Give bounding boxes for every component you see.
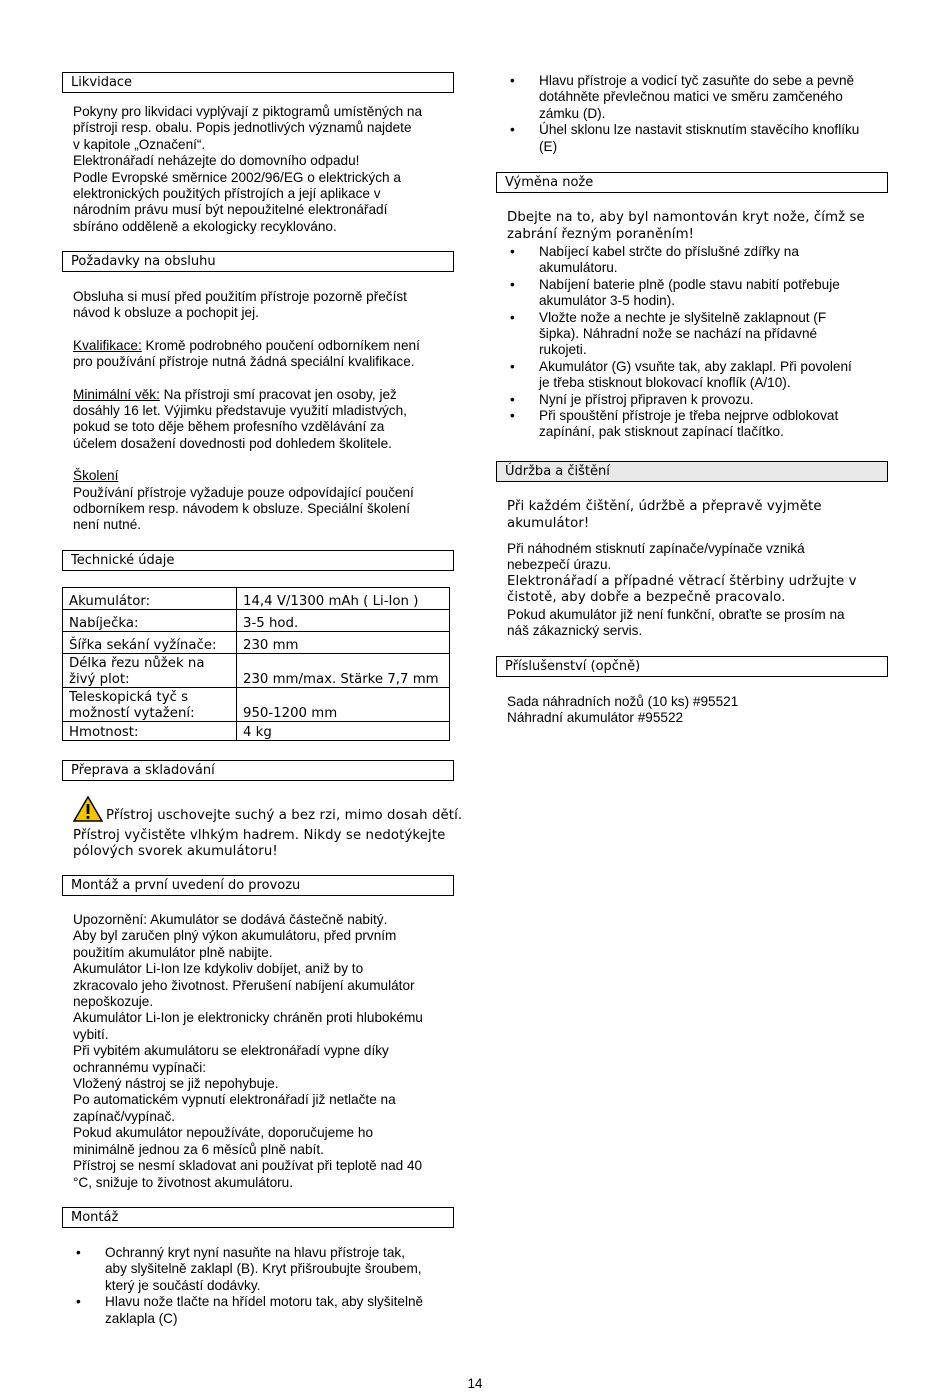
text-line: elektronických použitých přístrojích a její aplikace v — [73, 186, 381, 202]
vymena-bullets — [507, 244, 897, 441]
list-item — [507, 310, 897, 359]
text-span: Na přístroji smí pracovat jen osoby, jež — [159, 386, 397, 402]
page-number: 14 — [467, 1376, 483, 1391]
skoleni-label: Školení — [73, 468, 119, 484]
list-item — [507, 73, 897, 122]
list-item — [507, 408, 897, 441]
text-line: Sada náhradních nožů (10 ks) #95521 — [507, 694, 739, 709]
text-line: Přístroj vyčistěte vlhkým hadrem. Nikdy se nedotýkejte — [73, 827, 446, 843]
kvalifikace-label: Kvalifikace: — [73, 337, 142, 353]
text-line: Aby byl zaručen plný výkon akumulátoru, před prvním — [73, 928, 397, 944]
text-line: účelem dosažení dovednosti pod dohledem školitele. — [73, 435, 392, 451]
text-line: přístroji resp. obalu. Popis jednotlivých významů najdete — [73, 120, 412, 136]
text-line: nepoškozuje. — [73, 994, 154, 1010]
text-line: °C, snižuje to životnost akumulátoru. — [73, 1174, 294, 1190]
table-row — [63, 654, 450, 688]
list-item — [507, 277, 897, 310]
list-item — [507, 244, 897, 277]
section-header-preprava: Přeprava a skladování — [62, 760, 454, 781]
text-line: pólových svorek akumulátoru! — [73, 844, 278, 859]
text-line: Upozornění: Akumulátor se dodává částečně nabitý. — [73, 912, 388, 927]
text-line: šipka). Náhradní nože se nachází na přídavné — [539, 326, 818, 342]
text-line: Vložený nástroj se již nepohybuje. — [73, 1076, 279, 1092]
text-line: vybití. — [73, 1026, 109, 1042]
udrzba-text — [507, 541, 897, 639]
text-span: Kromě podrobného poučení odborníkem není — [141, 337, 420, 353]
text-line: Pokyny pro likvidaci vyplývají z piktogramů umístěných na — [73, 104, 423, 119]
vymena-intro — [507, 210, 897, 243]
text-line: • Nabíjecí kabel strčte do příslušné zdířky na — [539, 244, 799, 259]
list-item — [507, 392, 897, 408]
text-line: zkracovalo jeho životnost. Přerušení nabíjení akumulátor — [73, 977, 415, 993]
text-line: který je součástí dodávky. — [105, 1277, 261, 1293]
text-line: Akumulátor Li-Ion je elektronicky chráněn proti hlubokému — [73, 1010, 423, 1026]
table-row — [63, 688, 450, 722]
text-line: Při náhodném stisknutí zapínače/vypínače vzniká — [507, 541, 805, 556]
text-line: náš zákaznický servis. — [507, 623, 643, 639]
warning-triangle-icon — [73, 796, 103, 828]
table-row — [63, 722, 450, 741]
list-item — [73, 1294, 473, 1327]
text-line: v kapitole „Označení“. — [73, 136, 206, 152]
text-line: • Nabíjení baterie plně (podle stavu nabití potřebuje — [539, 276, 840, 292]
text-line: dosáhly 16 let. Výjimku představuje využití mladistvých, — [73, 403, 407, 419]
text-line: • Hlavu nože tlačte na hřídel motoru tak, aby slyšitelně — [105, 1294, 424, 1310]
table-cell-value: 4 kg — [237, 722, 450, 741]
text-line: není nutné. — [73, 517, 142, 533]
table-cell-key: Hmotnost: — [63, 722, 237, 741]
text-line: návod k obsluze a pochopit jej. — [73, 305, 259, 321]
list-item — [507, 359, 897, 392]
section-header-prislusenstvi: Příslušenství (opčně) — [496, 656, 888, 677]
text-line: Náhradní akumulátor #95522 — [507, 710, 684, 726]
text-line: akumulátor 3-5 hodin). — [539, 293, 676, 309]
kvalifikace-line — [73, 338, 463, 354]
table-cell-value: 14,4 V/1300 mAh ( Li-Ion ) — [237, 588, 450, 610]
text-line: použitím akumulátor plně nabijte. — [73, 944, 273, 960]
text-line: zaklapla (C) — [105, 1310, 178, 1326]
pozadavky-text — [73, 289, 463, 534]
text-line: Při vybitém akumulátoru se elektronářadí vypne díky — [73, 1043, 389, 1059]
text-line: (E) — [539, 138, 558, 154]
text-line: • Ochranný kryt nyní nasuňte na hlavu přístroje tak, — [105, 1245, 405, 1260]
likvidace-text — [73, 104, 463, 235]
text-line: • Hlavu přístroje a vodicí tyč zasuňte do sebe a pevně — [539, 73, 855, 88]
section-header-udrzba: Údržba a čištění — [496, 461, 888, 482]
table-cell-value: 950-1200 mm — [237, 688, 450, 722]
text-line: je třeba stisknout blokovací knoflík (A/10). — [539, 375, 791, 391]
text-line: pokud se toto děje během profesního vzdělávání za — [73, 419, 385, 435]
section-header-pozadavky: Požadavky na obsluhu — [62, 251, 454, 272]
prislusenstvi-text — [507, 694, 897, 727]
table-cell-key: Akumulátor: — [63, 588, 237, 610]
text-line: Dbejte na to, aby byl namontován kryt nože, čímž se — [507, 210, 865, 225]
table-row — [63, 610, 450, 632]
text-line: • Vložte nože a nechte je slyšitelně zaklapnout (F — [539, 309, 827, 325]
text-line: Elektronářadí a případné větrací štěrbiny udržujte v — [507, 573, 857, 589]
technical-data-table — [62, 587, 450, 741]
text-line: Podle Evropské směrnice 2002/96/EG o elektrických a — [73, 169, 401, 185]
top-right-bullets — [507, 73, 897, 155]
text-line: pro používání přístroje nutná žádná speciální kvalifikace. — [73, 354, 415, 370]
text-line: aby slyšitelně zaklapl (B). Kryt přišroubujte šroubem, — [105, 1261, 422, 1277]
text-line: zabrání řezným poraněním! — [507, 226, 695, 242]
table-cell-value: 230 mm — [237, 632, 450, 654]
text-line: • Akumulátor (G) vsuňte tak, aby zaklapl. Při povolení — [539, 358, 852, 374]
table-cell-key: Délka řezu nůžek na živý plot: — [63, 654, 237, 688]
text-line: zámku (D). — [539, 105, 606, 121]
text-line: rukojeti. — [539, 342, 587, 358]
vek-line — [73, 387, 463, 403]
text-line: Používání přístroje vyžaduje pouze odpovídající poučení — [73, 484, 414, 500]
text-line: Po automatickém vypnutí elektronářadí již netlačte na — [73, 1092, 396, 1108]
warning-line — [73, 796, 473, 828]
section-header-likvidace: Likvidace — [62, 72, 454, 93]
text-line: akumulátoru. — [539, 260, 618, 276]
text-line: • Úhel sklonu lze nastavit stisknutím stavěcího knoflíku — [539, 122, 860, 138]
text-line: ochrannému vypínači: — [73, 1059, 206, 1075]
text-line: • Nyní je přístroj připraven k provozu. — [539, 391, 754, 407]
text-span: Přístroj uschovejte suchý a bez rzi, mimo dosah dětí. — [106, 808, 463, 823]
text-line: zapínač/vypínač. — [73, 1108, 176, 1124]
table-row — [63, 632, 450, 654]
montaz-bullets — [73, 1245, 473, 1327]
text-line: akumulátor! — [507, 515, 590, 531]
text-line: • Při spouštění přístroje je třeba nejprve odblokovat — [539, 408, 839, 424]
text-line: Přístroj se nesmí skladovat ani používat při teplotě nad 40 — [73, 1158, 423, 1174]
table-cell-key: Nabíječka: — [63, 610, 237, 632]
text-line: odborníkem resp. návodem k obsluze. Speciální školení — [73, 501, 411, 517]
montaz-prvni-text — [73, 912, 463, 1191]
text-line: čistotě, aby dobře a bezpečně pracovalo. — [507, 590, 786, 606]
list-item — [73, 1245, 473, 1294]
text-line: Při každém čištění, údržbě a přepravě vyjměte — [507, 499, 822, 514]
text-line: sbíráno odděleně a ekologicky recyklováno. — [73, 218, 337, 234]
list-item — [507, 122, 897, 155]
text-line: zapínání, pak stisknout zapínací tlačítko. — [539, 424, 784, 440]
table-cell-key: Šířka sekání vyžínače: — [63, 632, 237, 654]
section-header-montaz-prvni: Montáž a první uvedení do provozu — [62, 875, 454, 896]
text-line: Elektronářadí neházejte do domovního odpadu! — [73, 153, 360, 169]
table-cell-key: Teleskopická tyč s možností vytažení: — [63, 688, 237, 722]
preprava-text — [73, 796, 473, 861]
section-header-vymena-noze: Výměna nože — [496, 172, 888, 193]
text-line: dotáhněte převlečnou matici ve směru zamčeného — [539, 89, 843, 105]
text-line: Pokud akumulátor již není funkční, obraťte se prosím na — [507, 606, 845, 622]
table-row — [63, 588, 450, 610]
table-cell-value: 3-5 hod. — [237, 610, 450, 632]
minimalni-vek-label: Minimální věk: — [73, 386, 160, 402]
text-line: Akumulátor Li-Ion lze kdykoliv dobíjet, aniž by to — [73, 961, 364, 977]
section-header-technicke-udaje: Technické údaje — [62, 550, 454, 571]
text-line: minimálně jednou za 6 měsíců plně nabít. — [73, 1141, 324, 1157]
text-line: nebezpečí úrazu. — [507, 557, 612, 573]
table-cell-value: 230 mm/max. Stärke 7,7 mm — [237, 654, 450, 688]
text-line: národním právu musí být nepoužitelné elektronářadí — [73, 202, 388, 218]
text-line: Pokud akumulátor nepoužíváte, doporučujeme ho — [73, 1125, 374, 1141]
udrzba-intro — [507, 499, 897, 532]
text-line: Obsluha si musí před použitím přístroje pozorně přečíst — [73, 289, 407, 304]
section-header-montaz: Montáž — [62, 1207, 454, 1228]
